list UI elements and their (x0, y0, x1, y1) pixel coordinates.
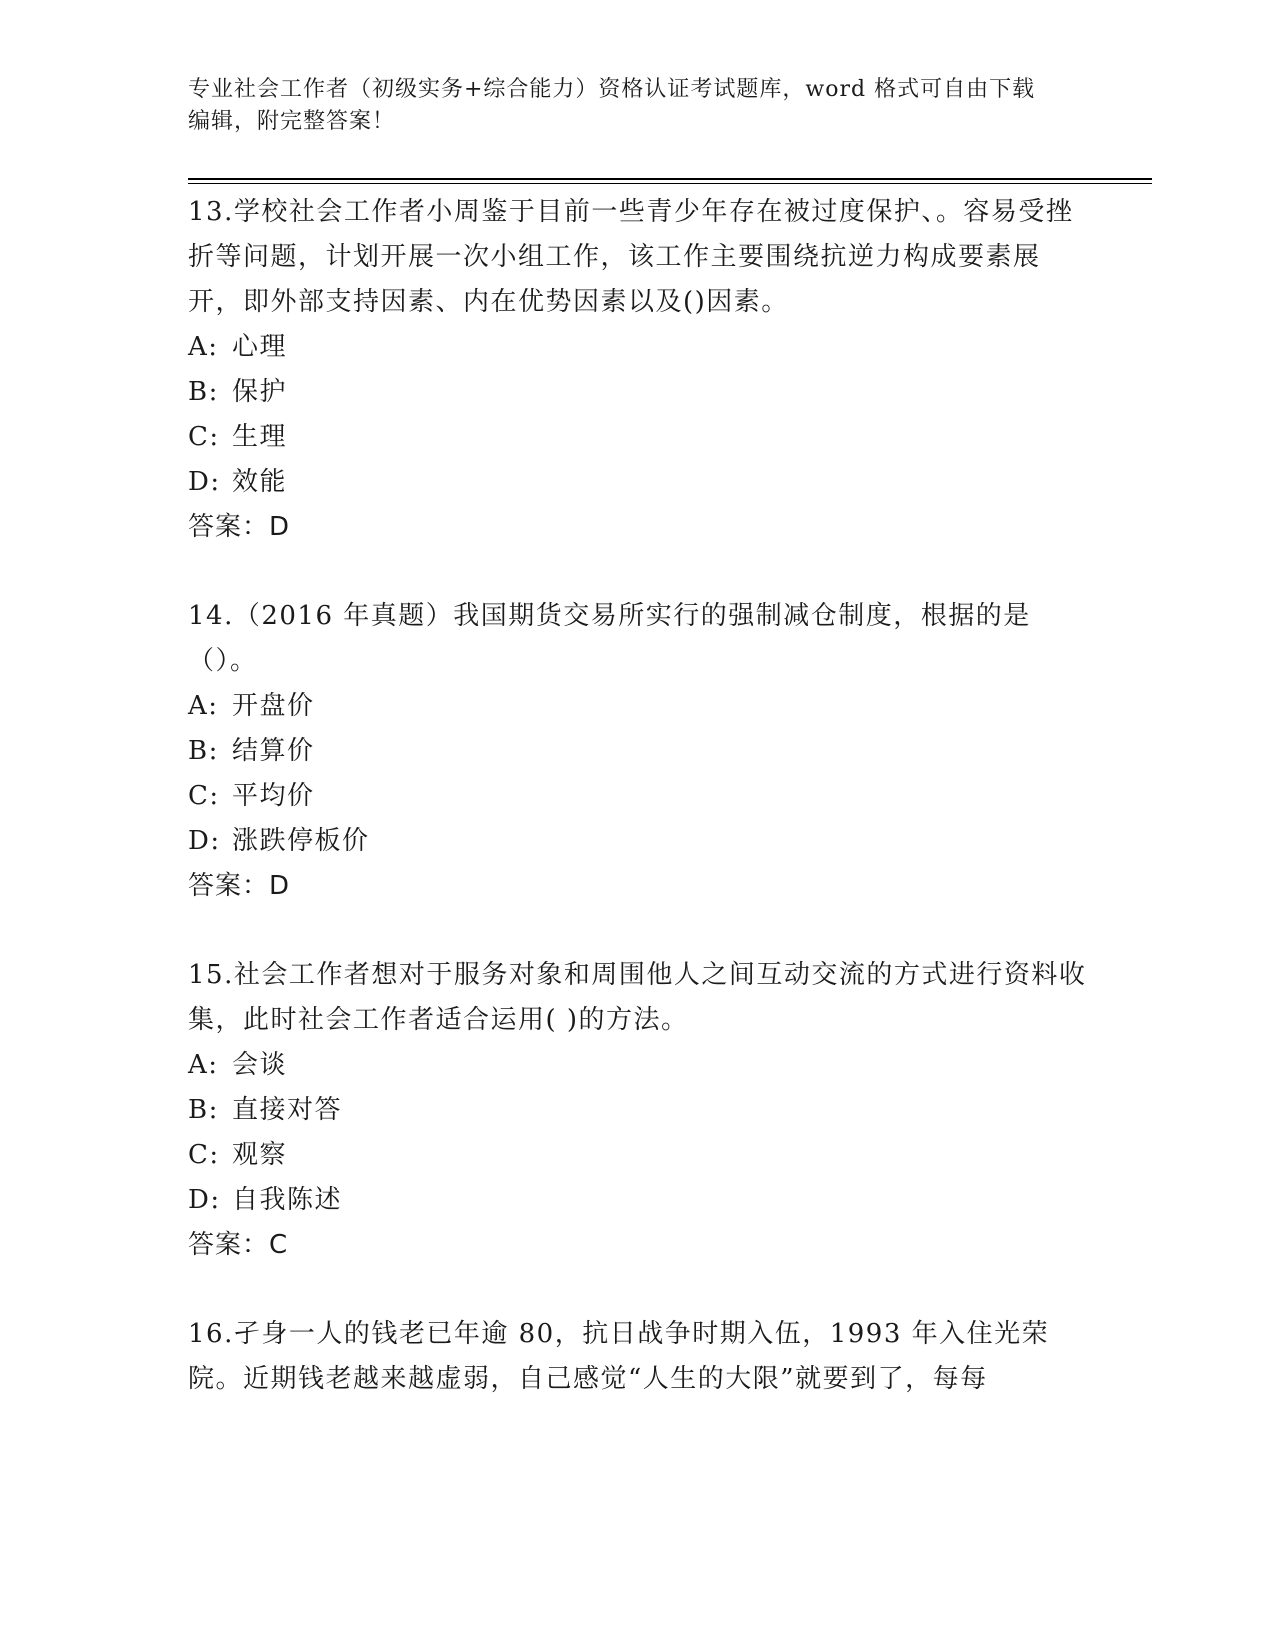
option-text: 观察 (232, 1140, 288, 1170)
option-letter: B: (188, 1095, 219, 1125)
option-c (188, 774, 1088, 819)
option-text: 结算价 (232, 736, 315, 766)
option-letter: C: (188, 781, 220, 811)
option-text: 心理 (232, 332, 288, 362)
option-d (188, 819, 1088, 864)
option-d (188, 1178, 1088, 1223)
option-a (188, 1043, 1088, 1088)
question-stem: 15.社会工作者想对于服务对象和周围他人之间互动交流的方式进行资料收集，此时社会工作者适合运用( )的方法。 (188, 960, 1087, 1035)
question-stem: 16.孑身一人的钱老已年逾 80，抗日战争时期入伍，1993 年入住光荣院。近期钱老越来越虚弱，自己感觉“人生的大限”就要到了，每每 (188, 1319, 1050, 1394)
option-letter: A: (188, 332, 219, 362)
option-text: 自我陈述 (232, 1185, 343, 1215)
option-c (188, 415, 1088, 460)
option-text: 平均价 (232, 781, 315, 811)
option-text: 会谈 (232, 1050, 288, 1080)
answer-line: 答案：D (188, 871, 291, 901)
option-a (188, 325, 1088, 370)
question-14 (188, 594, 1088, 909)
option-letter: C: (188, 422, 220, 452)
option-letter: A: (188, 1050, 219, 1080)
option-text: 保护 (232, 377, 288, 407)
option-letter: C: (188, 1140, 220, 1170)
option-letter: B: (188, 736, 219, 766)
question-16 (188, 1312, 1088, 1402)
document-header (188, 74, 1088, 138)
option-text: 生理 (232, 422, 288, 452)
option-letter: A: (188, 691, 219, 721)
option-d (188, 460, 1088, 505)
option-letter: D: (188, 467, 221, 497)
option-text: 直接对答 (232, 1095, 343, 1125)
option-letter: B: (188, 377, 219, 407)
option-c (188, 1133, 1088, 1178)
question-13 (188, 190, 1088, 550)
question-list (188, 190, 1088, 1446)
option-b (188, 729, 1088, 774)
answer-line: 答案：C (188, 1230, 289, 1260)
answer-line: 答案：D (188, 512, 291, 542)
header-line-2: 编辑，附完整答案！ (188, 109, 396, 134)
header-divider-thick (188, 178, 1152, 180)
option-b (188, 1088, 1088, 1133)
option-text: 涨跌停板价 (232, 826, 370, 856)
option-b (188, 370, 1088, 415)
question-stem: 13.学校社会工作者小周鉴于目前一些青少年存在被过度保护、。容易受挫折等问题，计划开展一次小组工作，该工作主要围绕抗逆力构成要素展开，即外部支持因素、内在优势因素以及()因素。 (188, 197, 1074, 317)
option-a (188, 684, 1088, 729)
option-text: 效能 (232, 467, 288, 497)
header-line-1: 专业社会工作者（初级实务+综合能力）资格认证考试题库，word 格式可自由下载 (188, 77, 1036, 102)
question-15 (188, 953, 1088, 1268)
option-letter: D: (188, 1185, 221, 1215)
header-divider-thin (188, 183, 1152, 184)
option-letter: D: (188, 826, 221, 856)
option-text: 开盘价 (232, 691, 315, 721)
question-stem: 14.（2016 年真题）我国期货交易所实行的强制减仓制度，根据的是（）。 (188, 601, 1031, 676)
